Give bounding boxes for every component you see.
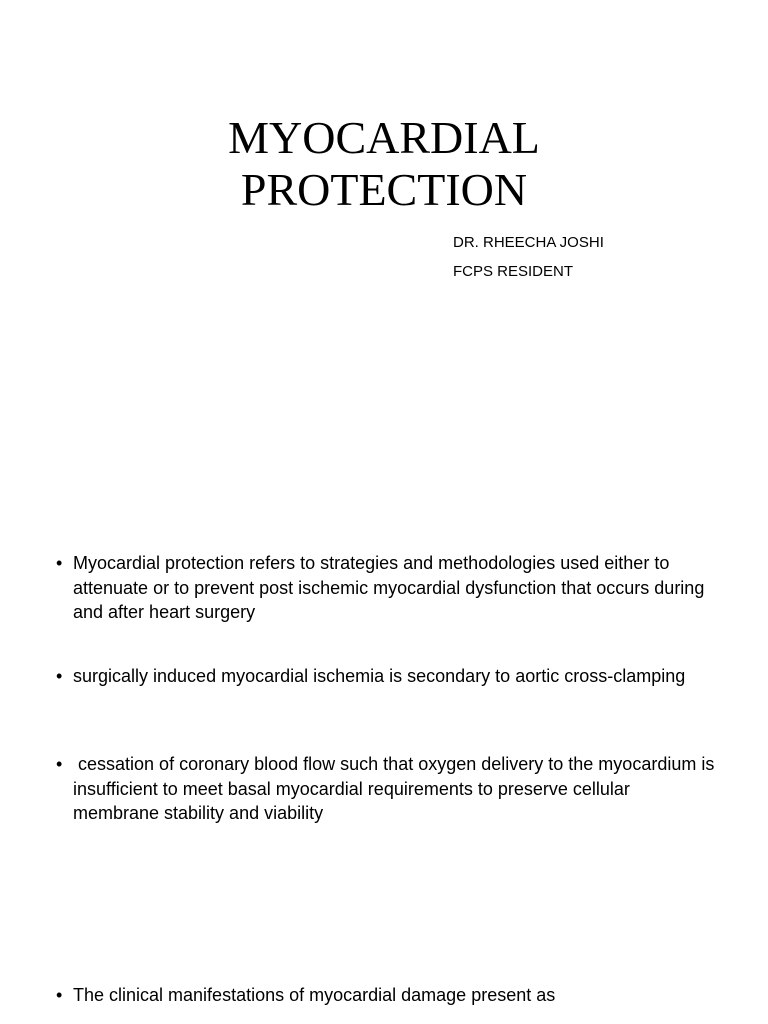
- title-line-2: PROTECTION: [240, 164, 528, 215]
- slide-title: [0, 112, 768, 216]
- bullet-marker: •: [56, 553, 63, 573]
- bullet-marker: •: [56, 666, 63, 686]
- bullet-item: [56, 551, 716, 625]
- author-name: DR. RHEECHA JOSHI: [453, 234, 604, 251]
- bullet-text: surgically induced myocardial ischemia is secondary to aortic cross-clamping: [73, 666, 686, 686]
- author-block: [453, 228, 604, 286]
- bullet-text: The clinical manifestations of myocardial damage present as: [73, 985, 556, 1005]
- bullet-text: cessation of coronary blood flow such that oxygen delivery to the myocardium is insufficient to meet basal myocardial requirements to preserve cellular membrane stability and viability: [73, 754, 720, 823]
- title-line-1: MYOCARDIAL: [228, 112, 540, 163]
- bullet-marker: •: [56, 985, 63, 1005]
- bullet-marker: •: [56, 754, 63, 774]
- author-role: FCPS RESIDENT: [453, 263, 574, 280]
- bullet-item: [56, 752, 720, 826]
- bullet-text: Myocardial protection refers to strategies and methodologies used either to attenuate or to prevent post ischemic myocardial dysfunction that occurs during and after heart surgery: [73, 553, 705, 622]
- bullet-item: [56, 983, 716, 1008]
- bullet-item: [56, 664, 716, 689]
